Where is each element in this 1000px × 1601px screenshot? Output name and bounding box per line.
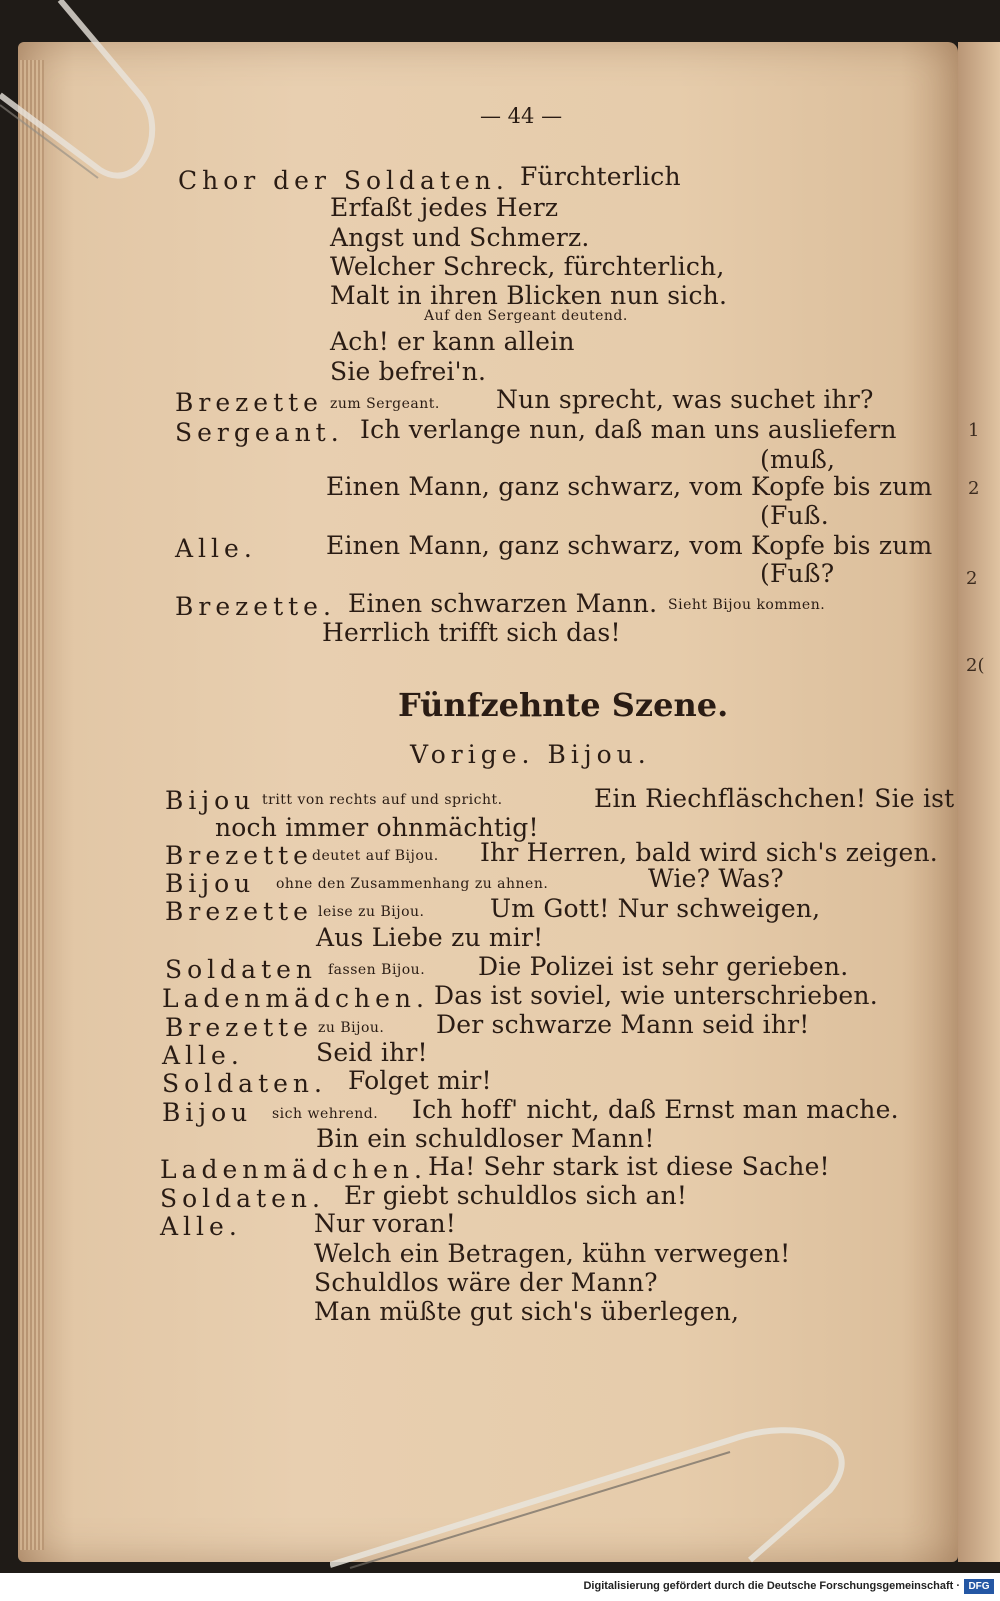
speaker-name: Brezette. (175, 592, 336, 621)
verse-line: Erfaßt jedes Herz (330, 193, 559, 222)
verse-line: Ha! Sehr stark ist diese Sache! (428, 1152, 830, 1181)
speaker-name: Bijou (162, 1098, 253, 1127)
verse-line: Folget mir! (348, 1066, 492, 1095)
stage-direction: tritt von rechts auf und spricht. (262, 792, 503, 808)
stage-direction: leise zu Bijou. (318, 904, 425, 920)
next-page-strip (958, 42, 1000, 1562)
verse-line: Man müßte gut sich's überlegen, (314, 1297, 740, 1326)
verse-line: Der schwarze Mann seid ihr! (436, 1010, 810, 1039)
page-edge (18, 60, 44, 1550)
stage-direction: zu Bijou. (318, 1020, 385, 1036)
verse-line: Schuldlos wäre der Mann? (314, 1268, 658, 1297)
verse-line: Einen schwarzen Mann. (348, 589, 658, 618)
speaker-name: Brezette (165, 897, 313, 926)
scene-subheading: Vorige. Bijou. (410, 740, 651, 769)
footer-bar (0, 1573, 1000, 1601)
glass-clip-top (0, 0, 160, 190)
stage-direction: ohne den Zusammenhang zu ahnen. (276, 876, 549, 892)
verse-line: Malt in ihren Blicken nun sich. (330, 281, 728, 310)
verse-line: (Fuß? (760, 559, 835, 588)
speaker-name: Soldaten. (160, 1184, 325, 1213)
speaker-name: Bijou (165, 869, 256, 898)
speaker-name: Soldaten. (162, 1069, 327, 1098)
glass-clip-bottom (330, 1400, 870, 1570)
verse-line: Das ist soviel, wie unterschrieben. (434, 981, 878, 1010)
verse-line: Einen Mann, ganz schwarz, vom Kopfe bis zum (326, 472, 933, 501)
verse-line: Sie befrei'n. (330, 357, 487, 386)
verse-line: Fürchterlich (520, 162, 681, 191)
verse-line: Die Polizei ist sehr gerieben. (478, 952, 849, 981)
verse-line: Ach! er kann allein (330, 327, 575, 356)
speaker-name: Ladenmädchen. (162, 984, 429, 1013)
verse-line: Er giebt schuldlos sich an! (344, 1181, 688, 1210)
verse-line: Ich verlange nun, daß man uns ausliefern (360, 415, 897, 444)
stage-direction: Auf den Sergeant deutend. (424, 308, 628, 324)
speaker-name: Chor der Soldaten. (178, 166, 509, 195)
scene-heading: Fünfzehnte Szene. (398, 686, 729, 724)
margin-mark: 2( (966, 655, 985, 676)
verse-line: (Fuß. (760, 501, 829, 530)
speaker-name: Alle. (162, 1041, 244, 1070)
speaker-name: Alle. (175, 534, 257, 563)
verse-line: Nur voran! (314, 1209, 457, 1238)
margin-mark: 2 (966, 568, 978, 589)
verse-line: Seid ihr! (316, 1038, 428, 1067)
stage-direction: Sieht Bijou kommen. (668, 597, 826, 613)
speaker-name: Soldaten (165, 955, 318, 984)
verse-line: (muß, (760, 445, 836, 474)
verse-line: Nun sprecht, was suchet ihr? (496, 385, 874, 414)
verse-line: Bin ein schuldloser Mann! (316, 1124, 655, 1153)
stage-direction: zum Sergeant. (330, 396, 440, 412)
margin-mark: 2 (968, 478, 980, 499)
page-number: — 44 — (480, 104, 563, 128)
verse-line: Wie? Was? (648, 864, 784, 893)
speaker-name: Brezette (175, 388, 323, 417)
verse-line: noch immer ohnmächtig! (215, 813, 539, 842)
verse-line: Angst und Schmerz. (330, 223, 590, 252)
verse-line: Aus Liebe zu mir! (316, 923, 544, 952)
stage-direction: sich wehrend. (272, 1106, 379, 1122)
speaker-name: Sergeant. (175, 418, 344, 447)
verse-line: Um Gott! Nur schweigen, (490, 894, 821, 923)
speaker-name: Alle. (160, 1212, 242, 1241)
speaker-name: Brezette (165, 841, 313, 870)
speaker-name: Bijou (165, 786, 256, 815)
verse-line: Herrlich trifft sich das! (322, 618, 621, 647)
verse-line: Welch ein Betragen, kühn verwegen! (314, 1239, 791, 1268)
speaker-name: Ladenmädchen. (160, 1155, 427, 1184)
dfg-logo[interactable]: DFG (964, 1579, 994, 1594)
verse-line: Einen Mann, ganz schwarz, vom Kopfe bis zum (326, 531, 933, 560)
verse-line: Ich hoff' nicht, daß Ernst man mache. (412, 1095, 899, 1124)
verse-line: Ihr Herren, bald wird sich's zeigen. (480, 838, 938, 867)
footer-credit: Digitalisierung gefördert durch die Deutsche Forschungsgemeinschaft · (583, 1580, 960, 1592)
speaker-name: Brezette (165, 1013, 313, 1042)
stage-direction: deutet auf Bijou. (312, 848, 439, 864)
margin-mark: 1 (968, 420, 980, 441)
stage-direction: fassen Bijou. (328, 962, 426, 978)
verse-line: Ein Riechfläschchen! Sie ist (594, 784, 955, 813)
verse-line: Welcher Schreck, fürchterlich, (330, 252, 725, 281)
